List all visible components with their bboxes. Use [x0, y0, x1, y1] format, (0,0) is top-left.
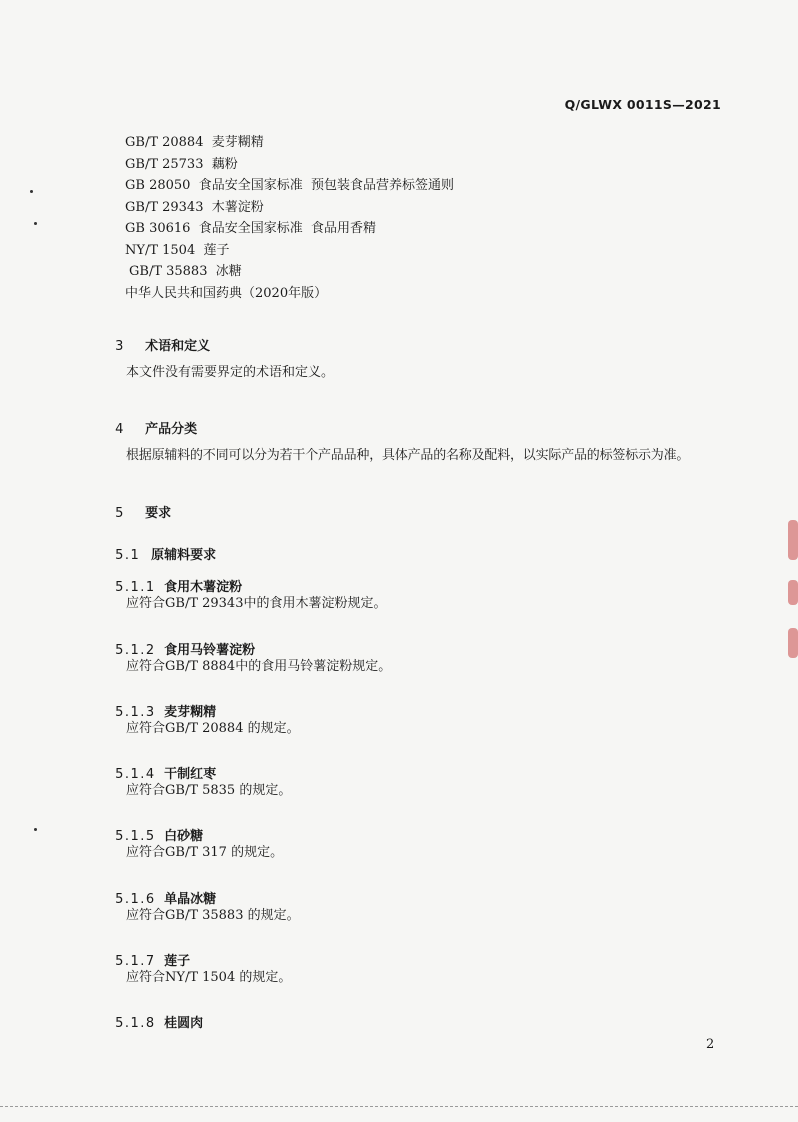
- clause-title: 食用木薯淀粉: [164, 580, 243, 595]
- clause-title: 单晶冰糖: [164, 892, 217, 907]
- clause-title: 食用马铃薯淀粉: [164, 643, 256, 658]
- reference-item: 中华人民共和国药典（2020年版）: [125, 285, 328, 301]
- clause-title: 桂圆肉: [164, 1016, 204, 1031]
- clause-title: 麦芽糊精: [164, 705, 217, 720]
- clause-number: 5.1.7: [115, 954, 156, 969]
- reference-item: GB/T 35883 冰糖: [129, 264, 242, 279]
- clause-text: 应符合GB/T 29343中的食用木薯淀粉规定。: [126, 596, 387, 611]
- edge-stamp-mark: [788, 628, 798, 658]
- section-paragraph: 本文件没有需要界定的术语和定义。: [126, 365, 335, 380]
- clause-text: 应符合GB/T 20884 的规定。: [126, 721, 300, 736]
- clause-text: 应符合GB/T 5835 的规定。: [126, 783, 292, 798]
- scan-speck: [34, 828, 37, 831]
- reference-item: GB 28050 食品安全国家标准 预包装食品营养标签通则: [125, 178, 454, 193]
- subsection-number: 5.1: [115, 548, 141, 563]
- section-number: 3: [115, 339, 124, 354]
- standard-code: Q/GLWX 0011S—2021: [564, 97, 721, 112]
- clause-number: 5.1.1: [115, 580, 156, 595]
- page-number: 2: [706, 1037, 715, 1052]
- clause-number: 5.1.3: [115, 705, 156, 720]
- clause-number: 5.1.2: [115, 643, 156, 658]
- clause-title: 莲子: [164, 954, 191, 969]
- reference-item: GB 30616 食品安全国家标准 食品用香精: [125, 221, 376, 236]
- clause-text: 应符合GB/T 35883 的规定。: [126, 908, 300, 923]
- section-title: 产品分类: [145, 422, 198, 437]
- reference-item: GB/T 25733 藕粉: [125, 156, 238, 172]
- page-bottom-rule: [0, 1106, 798, 1108]
- reference-item: GB/T 20884 麦芽糊精: [125, 135, 264, 150]
- clause-number: 5.1.8: [115, 1016, 156, 1031]
- clause-text: 应符合GB/T 317 的规定。: [126, 845, 284, 860]
- clause-title: 干制红枣: [164, 767, 217, 782]
- clause-number: 5.1.4: [115, 767, 156, 782]
- edge-stamp-mark: [788, 580, 798, 605]
- scan-speck: [30, 190, 33, 193]
- section-number: 5: [115, 506, 124, 521]
- section-number: 4: [115, 422, 124, 437]
- edge-stamp-mark: [788, 520, 798, 560]
- clause-title: 白砂糖: [164, 829, 204, 844]
- section-paragraph: 根据原辅料的不同可以分为若干个产品品种，具体产品的名称及配料，以实际产品的标签标示为准。: [126, 448, 690, 463]
- clause-text: 应符合GB/T 8884中的食用马铃薯淀粉规定。: [126, 659, 392, 674]
- clause-text: 应符合NY/T 1504 的规定。: [126, 970, 292, 985]
- clause-number: 5.1.5: [115, 829, 156, 844]
- clause-number: 5.1.6: [115, 892, 156, 907]
- scan-speck: [34, 222, 37, 225]
- subsection-title: 原辅料要求: [151, 548, 217, 563]
- section-title: 术语和定义: [145, 339, 211, 354]
- reference-item: NY/T 1504 莲子: [125, 242, 230, 258]
- reference-item: GB/T 29343 木薯淀粉: [125, 199, 264, 215]
- clause-heading: [97, 997, 203, 1046]
- section-title: 要求: [145, 506, 172, 521]
- normative-references-list: [125, 132, 454, 304]
